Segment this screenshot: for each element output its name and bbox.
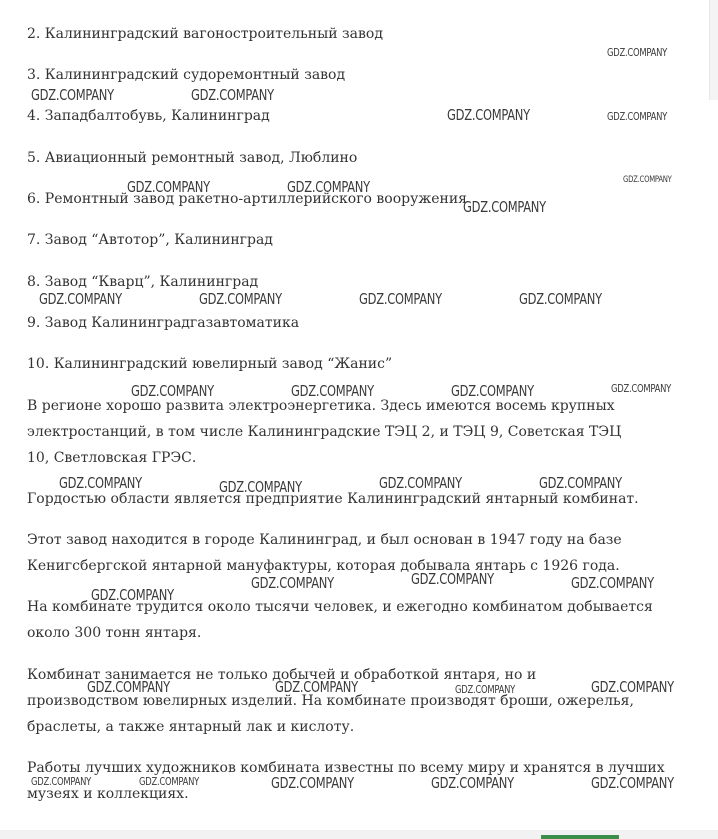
- watermark: GDZ.COMPANY: [451, 382, 534, 400]
- list-item-6: 6. Ремонтный завод ракетно-артиллерийского вооружения: [27, 191, 468, 207]
- list-item-2: 2. Калининградский вагоностроительный завод: [27, 26, 383, 42]
- watermark: GDZ.COMPANY: [139, 775, 200, 788]
- list-item-3: 3. Калининградский судоремонтный завод: [27, 67, 346, 83]
- watermark: GDZ.COMPANY: [199, 290, 282, 308]
- watermark: GDZ.COMPANY: [275, 678, 358, 696]
- watermark: GDZ.COMPANY: [359, 290, 442, 308]
- watermark: GDZ.COMPANY: [131, 382, 214, 400]
- watermark: GDZ.COMPANY: [571, 574, 654, 592]
- watermark: GDZ.COMPANY: [539, 474, 622, 492]
- watermark: GDZ.COMPANY: [611, 382, 672, 395]
- list-item-10: 10. Калининградский ювелирный завод “Жанис”: [27, 356, 393, 372]
- watermark: GDZ.COMPANY: [291, 382, 374, 400]
- watermark: GDZ.COMPANY: [31, 86, 114, 104]
- list-item-4: 4. Западбалтобувь, Калининград: [27, 108, 270, 124]
- watermark: GDZ.COMPANY: [271, 774, 354, 792]
- watermark: GDZ.COMPANY: [59, 474, 142, 492]
- watermark: GDZ.COMPANY: [455, 683, 516, 696]
- paragraph-pride: Гордостью области является предприятие Калининградский янтарный комбинат.: [27, 491, 639, 507]
- watermark: GDZ.COMPANY: [623, 175, 672, 185]
- list-item-5: 5. Авиационный ремонтный завод, Люблино: [27, 150, 358, 166]
- list-item-8: 8. Завод “Кварц”, Калининград: [27, 274, 259, 290]
- watermark: GDZ.COMPANY: [519, 290, 602, 308]
- page-edge-strip: [709, 0, 718, 100]
- paragraph-workers: На комбинате трудится около тысячи человек, и ежегодно комбинатом добывается около 300 тонн янтаря.: [27, 599, 653, 641]
- watermark: GDZ.COMPANY: [411, 570, 494, 588]
- watermark: GDZ.COMPANY: [379, 474, 462, 492]
- watermark: GDZ.COMPANY: [191, 86, 274, 104]
- watermark: GDZ.COMPANY: [219, 478, 302, 496]
- watermark: GDZ.COMPANY: [431, 774, 514, 792]
- watermark: GDZ.COMPANY: [607, 110, 668, 123]
- watermark: GDZ.COMPANY: [463, 198, 546, 216]
- list-item-7: 7. Завод “Автотор”, Калининград: [27, 232, 273, 248]
- paragraph-energy: В регионе хорошо развита электроэнергетика. Здесь имеются восемь крупных электростанций, в том числе Калининградские ТЭЦ 2, и ТЭЦ 9, Советская ТЭЦ 10, Светловская ГРЭС.: [27, 398, 622, 466]
- watermark: GDZ.COMPANY: [31, 775, 92, 788]
- list-item-9: 9. Завод Калининградгазавтоматика: [27, 315, 300, 331]
- watermark: GDZ.COMPANY: [607, 46, 668, 59]
- paragraph-artists: Работы лучших художников комбината известны по всему миру и хранятся в лучших музеях и коллекциях.: [27, 760, 665, 802]
- footer-button[interactable]: [541, 835, 619, 839]
- watermark: GDZ.COMPANY: [287, 178, 370, 196]
- watermark: GDZ.COMPANY: [591, 774, 674, 792]
- paragraph-history: Этот завод находится в городе Калининград, и был основан в 1947 году на базе Кенигсбергской янтарной мануфактуры, которая добывала янтарь с 1926 года.: [27, 532, 622, 574]
- watermark: GDZ.COMPANY: [447, 106, 530, 124]
- watermark: GDZ.COMPANY: [591, 678, 674, 696]
- watermark: GDZ.COMPANY: [39, 290, 122, 308]
- watermark: GDZ.COMPANY: [251, 574, 334, 592]
- watermark: GDZ.COMPANY: [127, 178, 210, 196]
- watermark: GDZ.COMPANY: [91, 586, 174, 604]
- watermark: GDZ.COMPANY: [87, 678, 170, 696]
- paragraph-production: Комбинат занимается не только добычей и обработкой янтаря, но и производством ювелирных изделий. На комбинате производят броши, ожерелья, браслеты, а также янтарный лак и кислоту.: [27, 667, 634, 735]
